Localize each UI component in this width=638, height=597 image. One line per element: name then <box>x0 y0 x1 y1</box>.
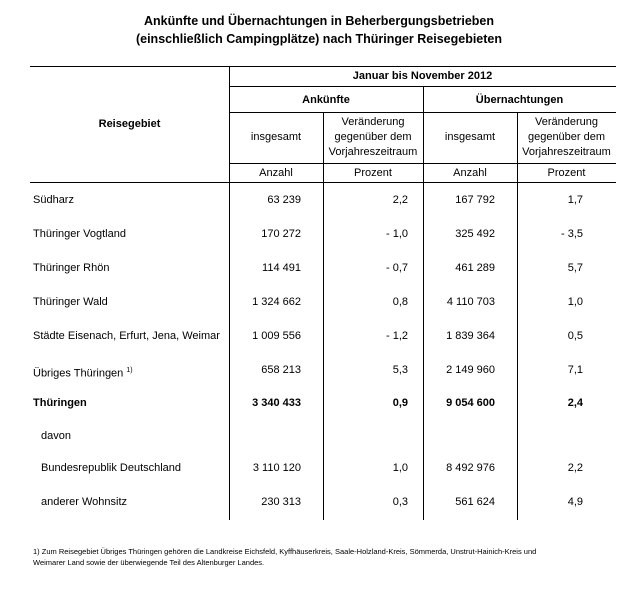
header-overnights: Übernachtungen <box>475 94 564 106</box>
row-total-arrivals-change: 0,9 <box>392 397 408 409</box>
row-3-arrivals-change: 0,8 <box>392 296 408 308</box>
row-total-overnights: 9 054 600 <box>446 397 495 409</box>
header-overnights-change-2: gegenüber dem <box>527 131 606 143</box>
row-5-name-cell <box>33 364 133 381</box>
header-overnights-change-3: Vorjahreszeitraum <box>522 146 611 158</box>
table-title-line-2: (einschließlich Campingplätze) nach Thüringer Reisegebieten <box>135 32 503 46</box>
row-4-name: Städte Eisenach, Erfurt, Jena, Weimar <box>33 330 220 342</box>
row-0-overnights-change: 1,7 <box>567 194 583 206</box>
row-3-name: Thüringer Wald <box>33 296 108 308</box>
footnote-line-1: 1) Zum Reisegebiet Übriges Thüringen gehören die Landkreise Eichsfeld, Kyffhäuserkreis, Saale-Holzland-Kreis, Sömmerda, Unstrut-Hainich-Kreis und <box>33 547 537 556</box>
table-title-line-1: Ankünfte und Übernachtungen in Beherbergungsbetrieben <box>143 14 495 28</box>
header-period: Januar bis November 2012 <box>352 70 493 82</box>
row-2-overnights-change: 5,7 <box>567 262 583 274</box>
header-overnights-total: insgesamt <box>444 131 496 143</box>
header-arrivals-change-1: Veränderung <box>341 116 405 128</box>
row-3-overnights: 4 110 703 <box>446 296 495 308</box>
row-davon-label: davon <box>41 430 71 442</box>
row-4-overnights: 1 839 364 <box>446 330 495 342</box>
row-8-arrivals: 3 110 120 <box>252 462 301 474</box>
row-3-arrivals: 1 324 662 <box>252 296 301 308</box>
row-1-arrivals: 170 272 <box>261 228 301 240</box>
row-4-arrivals-change: - 1,2 <box>385 330 408 342</box>
row-5-overnights: 2 149 960 <box>446 364 495 376</box>
row-2-arrivals: 114 491 <box>262 262 301 274</box>
row-2-name: Thüringer Rhön <box>33 262 110 274</box>
row-3-overnights-change: 1,0 <box>567 296 583 308</box>
footnote <box>33 546 623 568</box>
footnote-marker: 1) <box>126 367 133 374</box>
row-8-overnights: 8 492 976 <box>446 462 495 474</box>
header-region: Reisegebiet <box>98 118 161 130</box>
row-5-overnights-change: 7,1 <box>567 364 583 376</box>
header-arrivals: Ankünfte <box>302 94 350 106</box>
row-1-overnights: 325 492 <box>455 228 495 240</box>
unit-overnights-percent: Prozent <box>547 167 586 179</box>
unit-arrivals-count: Anzahl <box>259 167 293 179</box>
header-arrivals-total: insgesamt <box>250 131 302 143</box>
row-5-arrivals: 658 213 <box>261 364 301 376</box>
row-1-overnights-change: - 3,5 <box>560 228 583 240</box>
row-2-overnights: 461 289 <box>455 262 495 274</box>
row-1-arrivals-change: - 1,0 <box>385 228 408 240</box>
row-9-overnights-change: 4,9 <box>567 496 583 508</box>
row-9-arrivals-change: 0,3 <box>392 496 408 508</box>
row-8-name: Bundesrepublik Deutschland <box>41 462 182 474</box>
row-4-overnights-change: 0,5 <box>567 330 583 342</box>
row-0-arrivals-change: 2,2 <box>392 194 408 206</box>
row-9-overnights: 561 624 <box>455 496 495 508</box>
row-1-name: Thüringer Vogtland <box>33 228 126 240</box>
header-arrivals-change-2: gegenüber dem <box>334 131 412 143</box>
row-4-arrivals: 1 009 556 <box>252 330 301 342</box>
unit-arrivals-percent: Prozent <box>354 167 392 179</box>
header-overnights-change-1: Veränderung <box>535 116 598 128</box>
footnote-line-2: Weimarer Land sowie der überwiegende Teil des Altenburger Landes. <box>33 558 265 567</box>
row-9-arrivals: 230 313 <box>261 496 301 508</box>
row-8-overnights-change: 2,2 <box>567 462 583 474</box>
row-5-name: Übriges Thüringen <box>33 367 124 380</box>
rule-top <box>30 66 616 67</box>
row-0-arrivals: 63 239 <box>267 194 301 206</box>
header-arrivals-change-3: Vorjahreszeitraum <box>328 146 418 158</box>
row-0-overnights: 167 792 <box>455 194 495 206</box>
row-total-overnights-change: 2,4 <box>567 397 583 409</box>
row-8-arrivals-change: 1,0 <box>392 462 408 474</box>
row-total-arrivals: 3 340 433 <box>252 397 301 409</box>
row-0-name: Südharz <box>33 194 74 206</box>
row-2-arrivals-change: - 0,7 <box>385 262 408 274</box>
row-9-name: anderer Wohnsitz <box>41 496 128 508</box>
row-5-arrivals-change: 5,3 <box>392 364 408 376</box>
unit-overnights-count: Anzahl <box>453 167 487 179</box>
row-total-name: Thüringen <box>33 397 87 409</box>
